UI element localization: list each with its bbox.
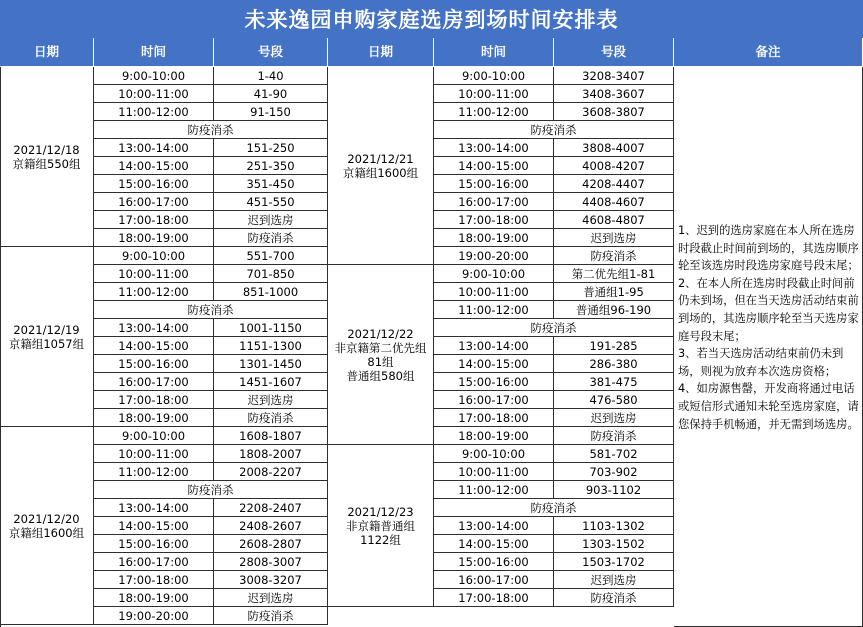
time-cell: 19:00-20:00 [434, 247, 554, 265]
time-cell: 18:00-19:00 [94, 229, 214, 247]
range-cell: 1303-1502 [554, 535, 674, 553]
range-cell: 普通组96-190 [554, 301, 674, 319]
time-cell: 13:00-14:00 [434, 337, 554, 355]
range-cell: 4008-4207 [554, 157, 674, 175]
group-name: 非京籍第二优先组81组 [334, 340, 427, 369]
range-cell: 581-702 [554, 445, 674, 463]
time-cell: 13:00-14:00 [434, 139, 554, 157]
time-cell: 15:00-16:00 [94, 355, 214, 373]
group-date: 2021/12/21 [347, 151, 414, 166]
range-cell: 703-902 [554, 463, 674, 481]
time-cell: 16:00-17:00 [94, 373, 214, 391]
time-cell: 10:00-11:00 [94, 85, 214, 103]
group-name: 京籍组550组 [12, 156, 81, 171]
time-cell: 11:00-12:00 [94, 463, 214, 481]
time-cell: 14:00-15:00 [434, 157, 554, 175]
date-group-cell [0, 67, 94, 247]
range-cell: 3408-3607 [554, 85, 674, 103]
time-cell: 17:00-18:00 [434, 589, 554, 607]
time-cell: 14:00-15:00 [434, 355, 554, 373]
time-cell: 14:00-15:00 [94, 517, 214, 535]
time-cell: 11:00-12:00 [94, 103, 214, 121]
range-cell: 1-40 [214, 67, 328, 85]
range-cell: 41-90 [214, 85, 328, 103]
group-date: 2021/12/22 [347, 326, 414, 341]
time-cell: 9:00-10:00 [434, 265, 554, 283]
break-row: 防疫消杀 [94, 121, 328, 139]
time-cell: 15:00-16:00 [94, 175, 214, 193]
range-cell: 2608-2807 [214, 535, 328, 553]
time-cell: 18:00-19:00 [94, 589, 214, 607]
time-cell: 10:00-11:00 [434, 463, 554, 481]
range-cell: 4408-4607 [554, 193, 674, 211]
break-row: 防疫消杀 [94, 481, 328, 499]
range-cell: 防疫消杀 [214, 607, 328, 625]
range-cell: 防疫消杀 [214, 409, 328, 427]
group-name: 普通组580组 [346, 368, 415, 383]
time-cell: 10:00-11:00 [94, 445, 214, 463]
range-cell: 2008-2207 [214, 463, 328, 481]
range-cell: 迟到选房 [214, 589, 328, 607]
range-cell: 普通组1-95 [554, 283, 674, 301]
time-cell: 13:00-14:00 [94, 319, 214, 337]
range-cell: 防疫消杀 [554, 247, 674, 265]
time-cell: 19:00-20:00 [94, 607, 214, 625]
date-group-cell [328, 265, 434, 445]
time-cell: 10:00-11:00 [434, 283, 554, 301]
range-cell: 191-285 [554, 337, 674, 355]
range-cell: 251-350 [214, 157, 328, 175]
range-cell: 151-250 [214, 139, 328, 157]
range-cell: 4608-4807 [554, 211, 674, 229]
break-row: 防疫消杀 [434, 499, 674, 517]
time-cell: 9:00-10:00 [94, 247, 214, 265]
break-row: 防疫消杀 [434, 319, 674, 337]
time-cell: 18:00-19:00 [94, 409, 214, 427]
group-date: 2021/12/20 [13, 511, 80, 526]
page-title: 未来逸园申购家庭选房到场时间安排表 [0, 0, 863, 38]
time-cell: 16:00-17:00 [94, 553, 214, 571]
range-cell: 1608-1807 [214, 427, 328, 445]
range-cell: 1001-1150 [214, 319, 328, 337]
group-date: 2021/12/18 [13, 142, 80, 157]
range-cell: 286-380 [554, 355, 674, 373]
group-date: 2021/12/19 [13, 322, 80, 337]
group-date: 2021/12/23 [347, 504, 414, 519]
range-cell: 2208-2407 [214, 499, 328, 517]
time-cell: 11:00-12:00 [434, 103, 554, 121]
time-cell: 9:00-10:00 [94, 67, 214, 85]
range-cell: 第二优先组1-81 [554, 265, 674, 283]
group-name: 京籍组1600组 [342, 165, 419, 180]
range-cell: 1103-1302 [554, 517, 674, 535]
remarks-column [674, 67, 863, 627]
time-cell: 11:00-12:00 [434, 301, 554, 319]
time-cell: 9:00-10:00 [94, 427, 214, 445]
time-cell: 16:00-17:00 [434, 571, 554, 589]
range-cell: 3208-3407 [554, 67, 674, 85]
time-cell: 10:00-11:00 [94, 265, 214, 283]
time-cell: 11:00-12:00 [94, 283, 214, 301]
time-cell: 17:00-18:00 [434, 211, 554, 229]
range-cell: 防疫消杀 [554, 427, 674, 445]
header-remark: 备注 [674, 38, 863, 67]
date-group-cell [328, 67, 434, 265]
time-cell: 13:00-14:00 [94, 139, 214, 157]
group-name: 京籍组1057组 [8, 336, 85, 351]
header-date-left: 日期 [0, 38, 94, 67]
header-range-left: 号段 [214, 38, 328, 67]
group-name: 京籍组1600组 [8, 525, 85, 540]
time-cell: 9:00-10:00 [434, 445, 554, 463]
time-cell: 14:00-15:00 [94, 157, 214, 175]
range-cell: 迟到选房 [214, 211, 328, 229]
range-cell: 迟到选房 [554, 409, 674, 427]
range-cell: 3808-4007 [554, 139, 674, 157]
time-cell: 16:00-17:00 [434, 391, 554, 409]
break-row: 防疫消杀 [434, 121, 674, 139]
range-cell: 2808-3007 [214, 553, 328, 571]
range-cell: 迟到选房 [554, 571, 674, 589]
time-cell: 15:00-16:00 [434, 175, 554, 193]
range-cell: 381-475 [554, 373, 674, 391]
time-cell: 15:00-16:00 [94, 535, 214, 553]
range-cell: 351-450 [214, 175, 328, 193]
remark-item: 4、如房源售罄，开发商将通过电话或短信形式通知未轮至选房家庭，请您保持手机畅通，并无需到场选房。 [678, 382, 859, 431]
range-cell: 1451-1607 [214, 373, 328, 391]
range-cell: 91-150 [214, 103, 328, 121]
break-row: 防疫消杀 [94, 301, 328, 319]
range-cell: 1151-1300 [214, 337, 328, 355]
header-range-right: 号段 [554, 38, 674, 67]
header-date-right: 日期 [328, 38, 434, 67]
time-cell: 17:00-18:00 [94, 571, 214, 589]
time-cell: 15:00-16:00 [434, 373, 554, 391]
range-cell: 1301-1450 [214, 355, 328, 373]
time-cell: 18:00-19:00 [434, 229, 554, 247]
range-cell: 476-580 [554, 391, 674, 409]
time-cell: 17:00-18:00 [94, 391, 214, 409]
time-cell: 10:00-11:00 [434, 85, 554, 103]
range-cell: 551-700 [214, 247, 328, 265]
time-cell: 13:00-14:00 [434, 517, 554, 535]
time-cell: 15:00-16:00 [434, 553, 554, 571]
remark-item: 3、若当天选房活动结束前仍未到场，则视为放弃本次选房资格； [678, 347, 844, 378]
time-cell: 9:00-10:00 [434, 67, 554, 85]
range-cell: 851-1000 [214, 283, 328, 301]
range-cell: 701-850 [214, 265, 328, 283]
range-cell: 迟到选房 [554, 229, 674, 247]
range-cell: 3008-3207 [214, 571, 328, 589]
range-cell: 2408-2607 [214, 517, 328, 535]
range-cell: 903-1102 [554, 481, 674, 499]
remark-item: 2、在本人所在选房时段截止时间前仍未到场，但在当天选房活动结束前到场的，其选房顺序轮至当天选房家庭号段末尾； [678, 276, 859, 343]
range-cell: 3608-3807 [554, 103, 674, 121]
time-cell: 17:00-18:00 [434, 409, 554, 427]
time-cell: 11:00-12:00 [434, 481, 554, 499]
time-cell: 14:00-15:00 [94, 337, 214, 355]
time-cell: 14:00-15:00 [434, 535, 554, 553]
remark-item: 1、迟到的选房家庭在本人所在选房时段截止时间前到场的，其选房顺序轮至该选房时段选房家庭号段末尾； [678, 224, 859, 273]
range-cell: 1503-1702 [554, 553, 674, 571]
range-cell: 迟到选房 [214, 391, 328, 409]
date-group-cell [0, 427, 94, 625]
time-cell: 16:00-17:00 [434, 193, 554, 211]
range-cell: 防疫消杀 [214, 229, 328, 247]
time-cell: 17:00-18:00 [94, 211, 214, 229]
date-group-cell [0, 247, 94, 427]
range-cell: 451-550 [214, 193, 328, 211]
range-cell: 防疫消杀 [554, 589, 674, 607]
date-group-cell [328, 445, 434, 607]
time-cell: 13:00-14:00 [94, 499, 214, 517]
time-cell: 16:00-17:00 [94, 193, 214, 211]
header-time-right: 时间 [434, 38, 554, 67]
header-time-left: 时间 [94, 38, 214, 67]
range-cell: 1808-2007 [214, 445, 328, 463]
group-name: 非京籍普通组1122组 [346, 518, 415, 547]
range-cell: 4208-4407 [554, 175, 674, 193]
time-cell: 18:00-19:00 [434, 427, 554, 445]
